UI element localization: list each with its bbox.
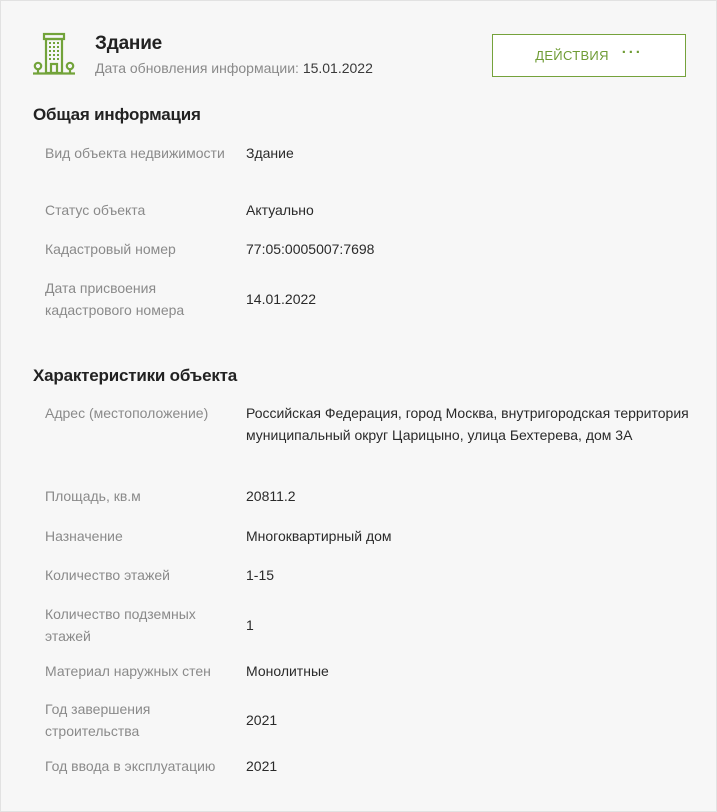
row-value: 1 — [246, 617, 254, 633]
update-label: Дата обновления информации: — [95, 60, 299, 76]
building-icon — [32, 32, 76, 76]
row-value: 1-15 — [246, 567, 275, 583]
address-value: Российская Федерация, город Москва, внутригородская территория муниципальный округ Царицыно, улица Бехтерева, дом 3А — [246, 405, 689, 443]
row-label: Количество этажей — [45, 567, 170, 583]
section-title-characteristics: Характеристики объекта — [33, 366, 238, 385]
info-row — [45, 698, 695, 742]
info-row — [45, 603, 695, 647]
info-row — [45, 238, 695, 260]
info-row — [45, 142, 695, 164]
more-dots-icon: ··· — [621, 44, 643, 61]
info-row — [45, 402, 695, 446]
row-label: Площадь, кв.м — [45, 488, 141, 504]
row-label: Кадастровый номер — [45, 241, 176, 257]
row-value: Многоквартирный дом — [246, 528, 392, 544]
info-row — [45, 660, 695, 682]
row-value: 20811.2 — [246, 488, 296, 504]
section-title-general: Общая информация — [33, 105, 201, 124]
status-value: Актуально — [246, 202, 314, 218]
cadastral-number-value: 77:05:0005007:7698 — [246, 241, 375, 257]
info-row — [45, 485, 695, 507]
row-label: Дата присвоения кадастрового номера — [45, 280, 185, 318]
update-info — [95, 60, 373, 76]
actions-label: ДЕЙСТВИЯ — [535, 48, 609, 63]
info-row — [45, 525, 695, 547]
row-value: 2021 — [246, 758, 278, 774]
info-row — [45, 199, 695, 221]
row-value: Здание — [246, 145, 294, 161]
row-value: 14.01.2022 — [246, 291, 317, 307]
row-label: Статус объекта — [45, 202, 146, 218]
row-value: 2021 — [246, 712, 278, 728]
update-date: 15.01.2022 — [302, 60, 373, 76]
row-label: Вид объекта недвижимости — [45, 145, 225, 161]
row-label: Адрес (местоположение) — [45, 405, 209, 421]
object-title: Здание — [95, 33, 163, 54]
row-label: Год ввода в эксплуатацию — [45, 758, 216, 774]
row-value: Монолитные — [246, 663, 329, 679]
row-label: Количество подземных этажей — [45, 606, 196, 644]
info-row — [45, 564, 695, 586]
row-label: Назначение — [45, 528, 123, 544]
info-row — [45, 277, 695, 321]
actions-button[interactable] — [492, 34, 686, 77]
object-header — [1, 1, 716, 91]
row-label: Год завершения строительства — [45, 701, 151, 739]
info-row — [45, 755, 695, 777]
row-label: Материал наружных стен — [45, 663, 211, 679]
